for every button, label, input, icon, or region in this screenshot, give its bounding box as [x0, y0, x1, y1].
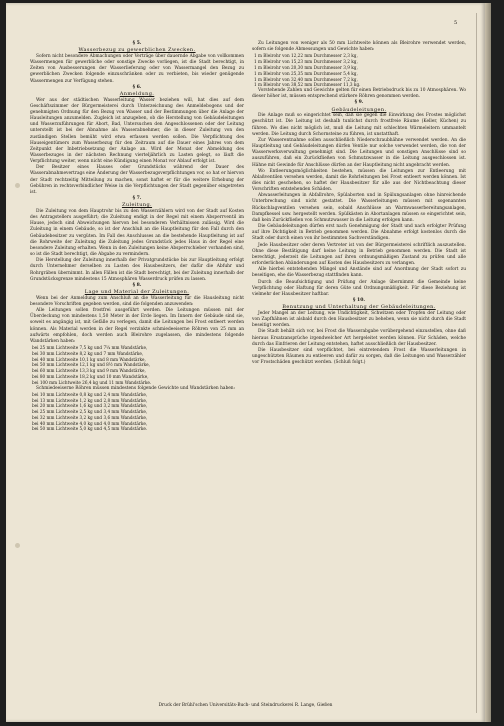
paragraph: Die Zuleitung von dem Hauptrohr bis zu den Wasserzählern wird von der Stadt auf Kosten des Antragstellers ausgeführt; die Zuleitung endigt in der Regel mit einem Absperrventil im Hause, jedoch sind Abweichungen hiervon bei besonderen Verhältnissen zulässig. Wird die Zuleitung in einem Gebäude, so ist der Anschluß an die Hauptleitung für den Fall durch den Gebäudebesitzer zu vergüten. Im Fall des Anschlusses an die bestehende Hauptleitung ist auf die Rohrweite der Zuleitung die Zuleitung jedes Grundstück jedes Haus in der Regel eine besondere Zuleitung erhalten. Wenn in den Zuleitungen keine Absperrschieber vorhanden sind, so ist die Stadt berechtigt, die Abgabe zu vermindern.: [30, 208, 244, 258]
right-column: [252, 41, 466, 366]
page-edge: [485, 3, 491, 722]
table-cell: bei 40 mm Lichtweite 10,1 kg und 8 mm Wandstärke,: [32, 356, 146, 362]
paragraph: Wer aus der städtischen Wasserleitung Wasser beziehen will, hat dies auf dem Geschäftszimmer der Bürgermeisterei durch Unterzeichnung des Anmeldebogens und der genehmigten Ordnung für den Bezug von Wasser und der Bestimmungen über die Anlage der Hausleitungen anzumelden. Zugleich ist anzugeben, ob die Herstellung von Gebäudeleitungen und Wasserzuführungen für Abort, Bad, Untersuchen den Angeschlossenen oder der Leitung unterstellt ist bei der Abnahme als Wasserabnehmer, die in dieser Zuleitung von den zuständigen Stellen bemüht wird etwa erfassen werden sollen. Die Verpflichtung des Hauseigentümers zum Wasserbezug für den Zeitraum auf die Dauer eines Jahres von dem Zeitpunkt der Inbetriebsetzung der Anlage an. Wird der Monat der Abmeldung des Wasserbezuges in der nächsten Rechnung vierteljährlich zu Lasten gelegt, so läuft die Verpflichtung weiter, wenn nicht eine Kündigung einen Monat vor Ablauf erfolgt ist.: [30, 97, 244, 165]
dimension-table: [252, 53, 362, 88]
section-heading: Gebäudeleitungen.: [331, 106, 387, 113]
document-page: [6, 3, 485, 722]
table-row: [30, 426, 149, 432]
printer-imprint: Druck der Brühl'schen Universitäts-Buch- und Steindruckerei R. Lange, Gießen: [158, 703, 333, 708]
paragraph: Die Anlage muß so eingerichtet sein, daß sie gegen die Einwirkung des Frostes möglichst geschützt ist. Die Leitung ist deshalb tunlichst durch frostfreie Räume (Keller, Küchen) zu führen. Wo dies nicht möglich ist, muß die Leitung mit schlechten Wärmeleitern ummantelt werden. Die Leitung durch Schornsteine zu führen, ist unstatthaft.: [252, 113, 466, 137]
page-margin-line: [476, 13, 477, 713]
paragraph: Alle hierbei entstehenden Mängel und Anstände sind auf Anordnung der Stadt sofort zu beseitigen, ehe die Wasserbezug stattfinden kann.: [252, 267, 466, 279]
section-number: § 6.: [132, 84, 142, 90]
section-heading: Anmeldung.: [119, 90, 155, 97]
section-number: § 10.: [353, 297, 365, 303]
table-cell: bei 50 mm Lichtweite 12,1 kg und 8½ mm Wandstärke,: [32, 362, 150, 368]
section-heading: Wasserbezug zu gewerblichen Zwecken.: [78, 47, 196, 54]
section-heading: Zuleitung.: [121, 202, 153, 209]
section-heading: Lage und Material der Zuleitungen.: [84, 289, 190, 296]
table-cell: 1 m Bleirohr von 12,22 mm Durchmesser 2,3 kg,: [254, 53, 358, 59]
section-number: § 9.: [354, 100, 364, 106]
paragraph: Die Hausbesitzer sind verpflichtet, bei eintretendem Frost die Wasserleitungen in ungeschützten Räumen zu entleeren und dafür zu sorgen, daß die Leitungen und Wasserzähler vor Frostschäden geschützt werden. (Schluß folgt.): [252, 347, 466, 366]
table-cell: bei 100 mm Lichtweite 26,4 kg und 11 mm Wandstärke.: [32, 379, 152, 385]
table-cell: 1 m Bleirohr von 20,30 mm Durchmesser 3,9 kg,: [254, 64, 358, 70]
paragraph: Jede Hausbesitzer oder deren Vertreter ist von der Bürgermeisterei schriftlich auszustellen. Ohne diese Bestätigung darf keine Leitung in Betrieb genommen werden. Die Stadt ist berechtigt, jederzeit die Leitungen auf ihren ordnungsmäßigen Zustand zu prüfen und alle erforderlichen Abänderungen auf Kosten des Hausbesitzers zu verlangen.: [252, 242, 466, 267]
table-row: [30, 380, 153, 386]
table-cell: 1 m Bleirohr von 38,52 mm Durchmesser 11,3 kg.: [254, 82, 361, 88]
paragraph: Die Herstellung der Zuleitung innerhalb der Privatgrundstücke bis zur Hauptleitung erfolgt durch Unternehmer derselben zu Lasten des Hausbesitzers, der dafür die Abfuhr und Rohrgräben übernimmt. In allen Fällen ist die Stadt berechtigt, bei der Zuleitung innerhalb der Grundstücksgrenze mindestens 15 Atmosphären Wasserdruck prüfen zu lassen.: [30, 258, 244, 282]
paragraph: Zur Wasserentnahme sollen ausschließlich Niederschraubhähne verwendet werden. An die Hauptleitung und Gebäudeleitungen dürfen Ventile nur solche verwendet werden, die von der Wasserwerksverwaltung genehmigt sind. Die Leitungen und sonstigen Anschlüsse sind so auszuführen, daß ein Zurückfließen von Schmutzwasser in die Leitung ausgeschlossen ist. Hähne mit Gewinde für Anschlüsse dürfen an der Hauptleitung nicht angebracht werden.: [252, 137, 466, 168]
paragraph: Wo Entleerungsmöglichkeiten bestehen, müssen die Leitungen zur Entleerung mit Ablaßventilen versehen werden, damit die Rohrleitungen bei Frost entleert werden können. Ist dies nicht geschehen, so haftet der Hausbesitzer für alle aus der Nichtbeachtung dieser Vorschriften entstehenden Schäden.: [252, 168, 466, 193]
table-cell: bei 25 mm Lichtweite 2,5 kg und 3,4 mm Wandstärke,: [32, 409, 148, 415]
table-cell: bei 10 mm Lichtweite 0,8 kg und 2,4 mm Wandstärke,: [32, 391, 148, 397]
table-row: [252, 71, 362, 77]
table-cell: bei 25 mm Lichtweite 7,5 kg und 7¼ mm Wandstärke,: [32, 344, 148, 350]
table-cell: 1 m Bleirohr von 25,35 mm Durchmesser 5,4 kg,: [254, 70, 358, 76]
paragraph: Die Gebäudeleitungen dürfen erst nach Genehmigung der Stadt und nach erfolgter Prüfung auf ihre Dichtigkeit in Betrieb genommen werden. Die Abnahme erfolgt kostenlos durch die Stadt oder durch einen von ihr bestimmten Sachverständigen.: [252, 224, 466, 242]
binding-hole: [15, 543, 20, 548]
section-number: § 5.: [132, 41, 142, 46]
section-number: § 7.: [132, 196, 142, 202]
table-cell: 1 m Bleirohr von 15,23 mm Durchmesser 3,2 kg,: [254, 59, 358, 65]
table-cell: 1 m Bleirohr von 32,40 mm Durchmesser 7,2 kg,: [254, 76, 358, 82]
table-cell: bei 32 mm Lichtweite 3,2 kg und 3,6 mm Wandstärke,: [32, 414, 148, 420]
dimension-table: [30, 392, 149, 433]
table-row: [30, 351, 153, 357]
paragraph: Schmiedeeiserne Röhren müssen mindestens folgende Gewichte und Wandstärken haben:: [36, 385, 236, 391]
binding-hole: [15, 183, 20, 188]
left-column: [30, 41, 244, 432]
table-row: [30, 345, 153, 351]
paragraph: Der Besitzer eines Hauses oder Grundstücks während der Dauer des Wasserabnahmevertrags eine Änderung der Wasserbezugsverpflichtungen vor, so hat er hiervon der Stadt rechtzeitig Mitteilung zu machen, sonst haftet er für die weitere Erhebung der Gebühren in rechtsverbindlicher Weise in die Verpflichtungen der Stadt gegenüber eingetreten ist.: [30, 165, 244, 195]
table-cell: bei 20 mm Lichtweite 1,6 kg und 3,2 mm Wandstärke,: [32, 403, 148, 409]
table-row: [30, 415, 149, 421]
table-row: [252, 65, 362, 71]
table-cell: bei 30 mm Lichtweite 8,2 kg und 7 mm Wandstärke,: [32, 350, 144, 356]
paragraph: Vorstehende Zahlen und Gewichte gelten für einen Betriebsdruck bis zu 10 Atmosphären. Wo dieser höher ist, müssen entsprechend stärkere Röhren genommen werden.: [252, 88, 466, 100]
paragraph: Sofern nicht besondere Abmachungen oder Verträge über dauernde Abgabe von vollkommen Wassermengen für gewerbliche oder sonstige Zwecke vorliegen, ist die Stadt berechtigt, in Zeiten von Ausbesserungen der Wasserlieferung oder von Wassermangel den Bezug zu gewerblichen Zwecken folgende einzuschränken oder zu verbieten, bis wieder genügende Wassermengen zur Verfügung stehen.: [30, 53, 244, 84]
table-cell: bei 50 mm Lichtweite 5,0 kg und 4,5 mm Wandstärke.: [32, 426, 148, 432]
paragraph: Abwasserleitungen in Abfallrohre, Spülaborten und in Spülungsanlagen ohne hinreichende Unterbrechung sind nicht gestattet. Die Wasserleitungen müssen mit sogenannten Rückschlagventilen versehen sein, sobald Anschlüsse an Warmwasserbereitungsanlagen, Dampfkessel usw. hergestellt werden. Spülkästen in Abortanlagen müssen so eingerichtet sein, daß kein Zurückfließen von Schmutzwasser in die Leitung erfolgen kann.: [252, 193, 466, 223]
paragraph: Durch die Beaufsichtigung und Prüfung der Anlage übernimmt die Gemeinde keine Verpflichtung oder Haftung für deren Güte und Ordnungsmäßigkeit. Für diese Beziehung ist vielmehr der Hausbesitzer haftbar.: [252, 279, 466, 297]
section-number: § 8.: [132, 282, 142, 288]
table-row: [30, 392, 149, 398]
table-row: [30, 374, 153, 380]
paragraph: Zu Leitungen von weniger als 50 mm Lichtweite können als Bleirohre verwendet werden, sofern sie folgende Abmessungen und Gewichte haben:: [252, 41, 466, 53]
paragraph: Die Stadt behält sich vor, bei Frost die Wasserabgabe vorübergehend einzustellen, ohne daß hieraus Ersatzansprüche irgendwelcher Art hergeleitet werden können. Für Schäden, welche durch das Einfrieren der Leitung entstehen, haftet ausschließlich der Hausbesitzer.: [252, 329, 466, 347]
table-cell: bei 80 mm Lichtweite 18,2 kg und 10 mm Wandstärke,: [32, 373, 149, 379]
table-cell: bei 60 mm Lichtweite 13,3 kg und 9 mm Wandstärke,: [32, 368, 146, 374]
dimension-table: [30, 345, 153, 386]
paragraph: Jeder Mangel an der Leitung, wie Undichtigkeit, Schwitzen oder Tropfen der Leitung oder von Zapfhähnen ist alsbald durch den Hausbesitzer zu beheben, wenn sie nicht durch die Stadt beseitigt werden.: [252, 310, 466, 329]
table-cell: bei 13 mm Lichtweite 1,2 kg und 2,8 mm Wandstärke,: [32, 397, 148, 403]
paragraph: Wenn bei der Anmeldung zum Anschluß an die Wasserleitung für die Hausleitung nicht besondere Vorschriften gegeben werden, sind die folgenden anzuwenden:: [30, 295, 244, 307]
table-cell: bei 40 mm Lichtweite 4,0 kg und 4,0 mm Wandstärke,: [32, 420, 148, 426]
paragraph: Alle Leitungen sollen frostfrei ausgeführt werden. Die Leitungen müssen mit der Überdeckung von mindestens 1,50 Meter in der Erde liegen. Im Innern der Gebäude sind sie, soweit es angängig ist, mit Gefälle zu verlegen, damit die Leitungen bei Frost entleert werden können. Als Material werden in der Regel verzinkte schmiedeeiserne Röhren von 25 mm an aufwärts empfohlen, doch werden auch Bleirohre zugelassen, die mindestens folgende Wandstärken haben:: [30, 308, 244, 344]
page-number: 5: [454, 20, 458, 26]
section-heading: Benutzung und Unterhaltung der Gebäudeleitungen.: [282, 304, 436, 311]
